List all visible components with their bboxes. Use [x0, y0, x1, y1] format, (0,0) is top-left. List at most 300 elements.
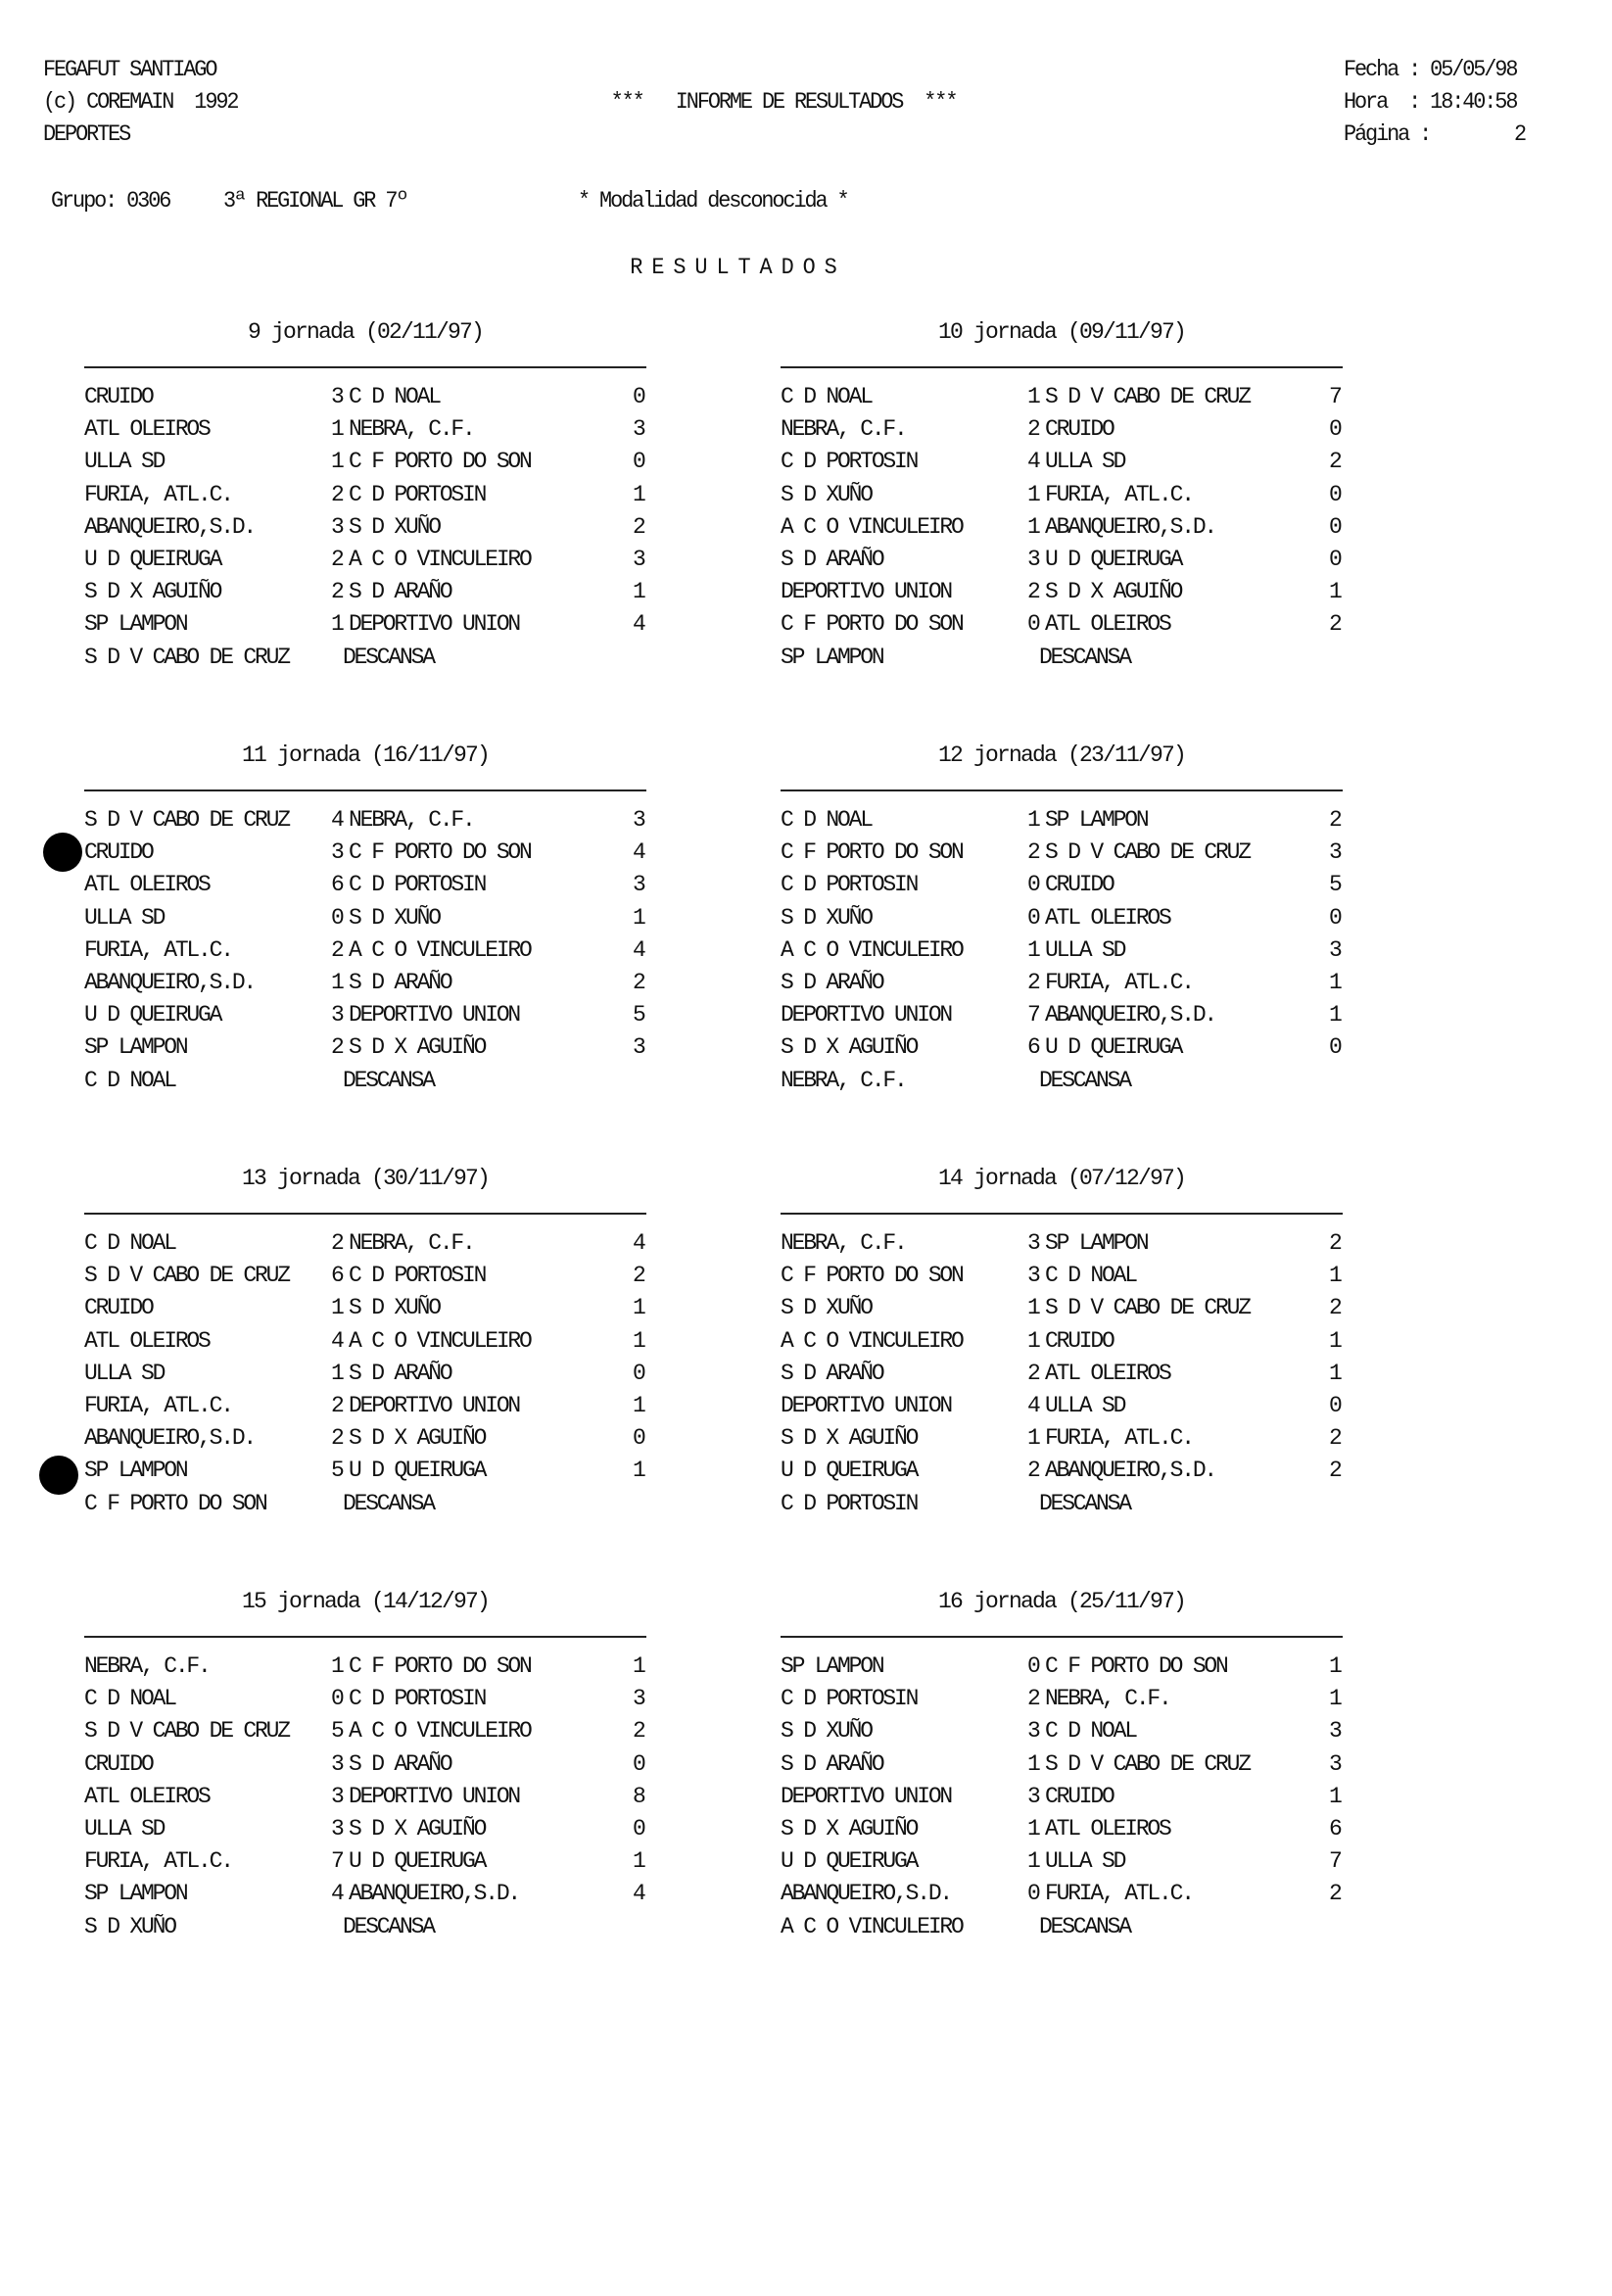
away-team: C D PORTOSIN [349, 872, 486, 898]
rest-label: DESCANSA [1039, 644, 1130, 670]
home-team: U D QUEIRUGA [781, 1458, 918, 1484]
binder-hole-top [43, 833, 82, 872]
resting-team: A C O VINCULEIRO [781, 1913, 963, 1939]
away-team: C D PORTOSIN [349, 1263, 486, 1289]
away-goals: 2 [633, 1718, 644, 1745]
home-goals: 6 [331, 872, 343, 898]
home-goals: 1 [1027, 1295, 1039, 1321]
away-team: NEBRA, C.F. [349, 1230, 474, 1256]
home-team: DEPORTIVO UNION [781, 579, 952, 605]
home-goals: 1 [1027, 1425, 1039, 1452]
home-team: U D QUEIRUGA [84, 547, 221, 572]
match-row [781, 1423, 1343, 1456]
away-goals: 2 [633, 1263, 644, 1289]
away-goals: 2 [1329, 1295, 1341, 1321]
home-team: ULLA SD [84, 904, 165, 931]
match-row [781, 577, 1343, 609]
home-team: ABANQUEIRO,S.D. [84, 1425, 256, 1452]
away-goals: 2 [1329, 1458, 1341, 1484]
home-team: ABANQUEIRO,S.D. [781, 1881, 952, 1907]
away-goals: 0 [633, 1816, 644, 1842]
jornada-rule [84, 366, 646, 368]
away-team: C F PORTO DO SON [1045, 1653, 1227, 1679]
home-goals: 1 [1027, 1750, 1039, 1777]
away-team: S D ARAÑO [349, 970, 451, 995]
away-goals: 1 [1329, 579, 1341, 605]
resting-team: NEBRA, C.F. [781, 1067, 906, 1093]
away-team: ATL OLEIROS [1045, 904, 1170, 931]
home-team: S D XUÑO [781, 1295, 872, 1321]
away-team: S D V CABO DE CRUZ [1045, 1750, 1250, 1777]
home-goals: 1 [331, 1360, 343, 1386]
away-goals: 6 [1329, 1816, 1341, 1842]
away-team: C D NOAL [1045, 1263, 1136, 1289]
away-goals: 1 [1329, 1686, 1341, 1712]
away-team: C D NOAL [349, 384, 440, 409]
away-goals: 0 [1329, 904, 1341, 931]
away-team: CRUIDO [1045, 416, 1114, 443]
away-goals: 4 [633, 936, 644, 963]
away-goals: 1 [1329, 1360, 1341, 1386]
home-goals: 4 [331, 807, 343, 833]
home-team: S D X AGUIÑO [781, 1816, 918, 1842]
match-row [781, 1261, 1343, 1293]
home-team: C D NOAL [781, 807, 872, 833]
match-row [781, 805, 1343, 837]
home-team: S D ARAÑO [781, 1360, 883, 1386]
jornada-block [781, 1164, 1343, 1536]
match-row [84, 1651, 646, 1684]
away-team: C D PORTOSIN [349, 1686, 486, 1712]
match-row [84, 512, 646, 545]
match-row [84, 1846, 646, 1879]
match-row [84, 1032, 646, 1065]
pagina-label: Página : [1344, 121, 1431, 147]
home-team: A C O VINCULEIRO [781, 513, 963, 540]
jornada-rule [781, 1636, 1343, 1638]
home-goals: 0 [331, 1686, 343, 1712]
away-goals: 3 [1329, 839, 1341, 866]
match-row [84, 447, 646, 479]
home-goals: 3 [1027, 1718, 1039, 1745]
match-row [781, 1814, 1343, 1846]
away-team: S D ARAÑO [349, 1750, 451, 1777]
home-team: DEPORTIVO UNION [781, 1002, 952, 1028]
away-goals: 3 [633, 547, 644, 572]
away-goals: 0 [1329, 416, 1341, 443]
away-team: SP LAMPON [1045, 1230, 1148, 1256]
away-goals: 2 [633, 513, 644, 540]
away-team: U D QUEIRUGA [349, 1848, 486, 1875]
home-goals: 0 [331, 904, 343, 931]
away-team: NEBRA, C.F. [349, 807, 474, 833]
away-goals: 0 [1329, 547, 1341, 572]
home-team: ABANQUEIRO,S.D. [84, 513, 256, 540]
away-team: DEPORTIVO UNION [349, 1783, 520, 1809]
home-goals: 2 [1027, 839, 1039, 866]
home-team: ULLA SD [84, 1816, 165, 1842]
match-row [781, 382, 1343, 414]
home-team: ABANQUEIRO,S.D. [84, 970, 256, 995]
away-goals: 3 [1329, 1718, 1341, 1745]
away-goals: 1 [1329, 1653, 1341, 1679]
away-team: ABANQUEIRO,S.D. [349, 1881, 520, 1907]
home-goals: 3 [331, 1816, 343, 1842]
away-team: C F PORTO DO SON [349, 1653, 531, 1679]
match-row [84, 870, 646, 902]
home-team: SP LAMPON [84, 611, 187, 638]
away-team: U D QUEIRUGA [1045, 547, 1182, 572]
home-goals: 2 [331, 1230, 343, 1256]
jornada-block [84, 1587, 646, 1959]
match-row [781, 1293, 1343, 1325]
home-team: C D PORTOSIN [781, 1686, 918, 1712]
rest-label: DESCANSA [343, 1067, 434, 1093]
rest-row [84, 1912, 646, 1944]
home-goals: 1 [331, 1653, 343, 1679]
match-row [781, 1000, 1343, 1032]
home-goals: 1 [1027, 1848, 1039, 1875]
match-row [781, 1879, 1343, 1911]
away-goals: 2 [1329, 449, 1341, 475]
match-row [781, 870, 1343, 902]
match-row [84, 1716, 646, 1748]
match-row [84, 1749, 646, 1782]
away-goals: 4 [633, 611, 644, 638]
away-team: DEPORTIVO UNION [349, 1002, 520, 1028]
away-team: ULLA SD [1045, 449, 1125, 475]
home-team: S D X AGUIÑO [781, 1034, 918, 1061]
rest-label: DESCANSA [1039, 1490, 1130, 1516]
home-team: U D QUEIRUGA [781, 1848, 918, 1875]
copyright: (c) COREMAIN 1992 [43, 89, 238, 115]
home-team: C D PORTOSIN [781, 872, 918, 898]
match-row [781, 480, 1343, 512]
match-row [84, 577, 646, 609]
home-team: A C O VINCULEIRO [781, 936, 963, 963]
away-goals: 4 [633, 839, 644, 866]
away-goals: 0 [633, 1425, 644, 1452]
jornada-rule [84, 789, 646, 791]
away-team: S D XUÑO [349, 1295, 440, 1321]
away-team: S D X AGUIÑO [1045, 579, 1182, 605]
match-row [781, 609, 1343, 642]
rest-row [84, 1066, 646, 1098]
match-row [781, 1782, 1343, 1814]
away-goals: 1 [633, 579, 644, 605]
home-team: S D ARAÑO [781, 1750, 883, 1777]
away-goals: 5 [633, 1002, 644, 1028]
away-goals: 3 [1329, 1750, 1341, 1777]
jornada-block [84, 1164, 646, 1536]
away-team: S D V CABO DE CRUZ [1045, 1295, 1250, 1321]
resting-team: C D PORTOSIN [781, 1490, 918, 1516]
home-goals: 2 [331, 1393, 343, 1418]
away-team: ULLA SD [1045, 1393, 1125, 1418]
match-row [781, 1456, 1343, 1488]
away-team: S D V CABO DE CRUZ [1045, 839, 1250, 866]
away-goals: 0 [1329, 1393, 1341, 1418]
away-goals: 2 [633, 970, 644, 995]
jornada-title: 13 jornada (30/11/97) [241, 1166, 490, 1191]
match-row [84, 1326, 646, 1359]
match-row [84, 1782, 646, 1814]
away-team: DEPORTIVO UNION [349, 611, 520, 638]
away-goals: 3 [633, 1686, 644, 1712]
modalidad: * Modalidad desconocida * [578, 188, 848, 214]
home-goals: 1 [1027, 807, 1039, 833]
rest-label: DESCANSA [343, 644, 434, 670]
away-team: S D ARAÑO [349, 1360, 451, 1386]
home-goals: 2 [1027, 1686, 1039, 1712]
away-team: A C O VINCULEIRO [349, 1327, 531, 1354]
away-team: C F PORTO DO SON [349, 449, 531, 475]
home-team: C D PORTOSIN [781, 449, 918, 475]
home-goals: 5 [331, 1458, 343, 1484]
away-team: C F PORTO DO SON [349, 839, 531, 866]
hora: Hora : 18:40:58 [1344, 89, 1517, 115]
away-team: CRUIDO [1045, 1327, 1114, 1354]
home-team: S D V CABO DE CRUZ [84, 1718, 289, 1745]
home-goals: 1 [1027, 936, 1039, 963]
match-row [781, 1391, 1343, 1423]
away-team: S D X AGUIÑO [349, 1816, 486, 1842]
home-team: FURIA, ATL.C. [84, 1393, 232, 1418]
home-team: CRUIDO [84, 384, 153, 409]
away-goals: 1 [1329, 1327, 1341, 1354]
jornada-title: 12 jornada (23/11/97) [937, 742, 1186, 768]
away-team: S D ARAÑO [349, 579, 451, 605]
away-goals: 0 [633, 1750, 644, 1777]
home-goals: 0 [1027, 904, 1039, 931]
home-goals: 3 [331, 1783, 343, 1809]
away-team: SP LAMPON [1045, 807, 1148, 833]
match-row [84, 480, 646, 512]
match-row [84, 968, 646, 1000]
away-goals: 4 [633, 1881, 644, 1907]
home-team: SP LAMPON [781, 1653, 883, 1679]
home-goals: 6 [1027, 1034, 1039, 1061]
match-row [781, 1716, 1343, 1748]
away-team: U D QUEIRUGA [349, 1458, 486, 1484]
home-team: C D NOAL [84, 1686, 175, 1712]
match-row [781, 935, 1343, 968]
away-team: NEBRA, C.F. [1045, 1686, 1170, 1712]
home-goals: 4 [1027, 1393, 1039, 1418]
binder-hole-bottom [39, 1456, 78, 1495]
resting-team: C F PORTO DO SON [84, 1490, 266, 1516]
home-team: U D QUEIRUGA [84, 1002, 221, 1028]
home-goals: 0 [1027, 872, 1039, 898]
rest-row [781, 1066, 1343, 1098]
home-team: C D NOAL [84, 1230, 175, 1256]
home-team: NEBRA, C.F. [781, 1230, 906, 1256]
away-goals: 1 [1329, 970, 1341, 995]
resting-team: S D XUÑO [84, 1913, 175, 1939]
home-goals: 2 [1027, 970, 1039, 995]
jornada-title: 14 jornada (07/12/97) [937, 1166, 1186, 1191]
away-team: ABANQUEIRO,S.D. [1045, 1458, 1216, 1484]
away-goals: 3 [633, 807, 644, 833]
away-goals: 1 [1329, 1002, 1341, 1028]
jornada-title: 15 jornada (14/12/97) [241, 1589, 490, 1614]
away-team: NEBRA, C.F. [349, 416, 474, 443]
rest-label: DESCANSA [343, 1490, 434, 1516]
home-goals: 2 [1027, 416, 1039, 443]
section-name: DEPORTES [43, 121, 130, 147]
away-team: A C O VINCULEIRO [349, 1718, 531, 1745]
home-goals: 1 [1027, 1816, 1039, 1842]
away-team: S D XUÑO [349, 904, 440, 931]
resting-team: C D NOAL [84, 1067, 175, 1093]
away-team: S D XUÑO [349, 513, 440, 540]
match-row [781, 1846, 1343, 1879]
home-team: ULLA SD [84, 449, 165, 475]
away-team: U D QUEIRUGA [1045, 1034, 1182, 1061]
home-team: S D V CABO DE CRUZ [84, 1263, 289, 1289]
match-row [84, 1879, 646, 1911]
home-goals: 3 [1027, 547, 1039, 572]
away-team: S D X AGUIÑO [349, 1034, 486, 1061]
home-team: S D ARAÑO [781, 547, 883, 572]
match-row [781, 1651, 1343, 1684]
home-goals: 1 [331, 449, 343, 475]
match-row [84, 1228, 646, 1261]
away-team: C D PORTOSIN [349, 481, 486, 507]
match-row [84, 1000, 646, 1032]
home-goals: 4 [331, 1327, 343, 1354]
match-row [84, 837, 646, 870]
away-goals: 3 [633, 1034, 644, 1061]
home-goals: 3 [1027, 1230, 1039, 1256]
match-row [781, 512, 1343, 545]
match-row [84, 1261, 646, 1293]
jornada-rule [781, 366, 1343, 368]
home-team: C D NOAL [781, 384, 872, 409]
group-code: Grupo: 0306 [51, 188, 170, 214]
match-row [781, 545, 1343, 577]
home-goals: 4 [331, 1881, 343, 1907]
match-row [781, 1326, 1343, 1359]
away-team: ABANQUEIRO,S.D. [1045, 1002, 1216, 1028]
away-goals: 1 [633, 1295, 644, 1321]
home-team: SP LAMPON [84, 1458, 187, 1484]
jornada-title: 9 jornada (02/11/97) [247, 319, 484, 345]
away-goals: 1 [633, 1848, 644, 1875]
home-team: DEPORTIVO UNION [781, 1783, 952, 1809]
away-goals: 0 [1329, 1034, 1341, 1061]
away-goals: 3 [1329, 936, 1341, 963]
match-row [84, 1423, 646, 1456]
away-goals: 2 [1329, 1230, 1341, 1256]
jornada-title: 16 jornada (25/11/97) [937, 1589, 1186, 1614]
home-goals: 3 [1027, 1263, 1039, 1289]
away-goals: 2 [1329, 1425, 1341, 1452]
match-row [84, 1456, 646, 1488]
jornada-rule [84, 1636, 646, 1638]
home-team: C F PORTO DO SON [781, 1263, 963, 1289]
away-team: ULLA SD [1045, 1848, 1125, 1875]
home-team: SP LAMPON [84, 1034, 187, 1061]
home-goals: 3 [331, 384, 343, 409]
match-row [84, 935, 646, 968]
away-team: DEPORTIVO UNION [349, 1393, 520, 1418]
rest-label: DESCANSA [343, 1913, 434, 1939]
away-team: ATL OLEIROS [1045, 611, 1170, 638]
home-team: S D X AGUIÑO [84, 579, 221, 605]
home-team: FURIA, ATL.C. [84, 1848, 232, 1875]
away-team: CRUIDO [1045, 872, 1114, 898]
home-team: ATL OLEIROS [84, 416, 210, 443]
home-goals: 2 [1027, 1360, 1039, 1386]
match-row [84, 545, 646, 577]
away-goals: 1 [1329, 1263, 1341, 1289]
jornada-rule [84, 1213, 646, 1215]
away-team: FURIA, ATL.C. [1045, 481, 1193, 507]
home-team: SP LAMPON [84, 1881, 187, 1907]
away-goals: 1 [633, 481, 644, 507]
home-goals: 1 [331, 611, 343, 638]
home-team: S D XUÑO [781, 1718, 872, 1745]
home-goals: 3 [331, 1002, 343, 1028]
away-goals: 0 [1329, 513, 1341, 540]
home-team: CRUIDO [84, 1750, 153, 1777]
away-team: C D NOAL [1045, 1718, 1136, 1745]
home-goals: 1 [331, 970, 343, 995]
away-goals: 5 [1329, 872, 1341, 898]
away-goals: 2 [1329, 807, 1341, 833]
home-goals: 1 [331, 416, 343, 443]
home-goals: 1 [1027, 1327, 1039, 1354]
match-row [84, 382, 646, 414]
home-team: NEBRA, C.F. [84, 1653, 210, 1679]
away-team: ULLA SD [1045, 936, 1125, 963]
home-team: FURIA, ATL.C. [84, 481, 232, 507]
away-team: ATL OLEIROS [1045, 1816, 1170, 1842]
home-team: ATL OLEIROS [84, 1327, 210, 1354]
home-goals: 2 [331, 481, 343, 507]
home-team: S D XUÑO [781, 904, 872, 931]
home-team: A C O VINCULEIRO [781, 1327, 963, 1354]
home-goals: 1 [1027, 513, 1039, 540]
jornada-title: 11 jornada (16/11/97) [241, 742, 490, 768]
home-goals: 7 [1027, 1002, 1039, 1028]
home-goals: 2 [331, 1034, 343, 1061]
home-goals: 2 [331, 936, 343, 963]
home-team: S D V CABO DE CRUZ [84, 807, 289, 833]
away-goals: 8 [633, 1783, 644, 1809]
match-row [84, 805, 646, 837]
home-team: ATL OLEIROS [84, 872, 210, 898]
home-team: C F PORTO DO SON [781, 611, 963, 638]
home-goals: 0 [1027, 1881, 1039, 1907]
home-goals: 2 [331, 579, 343, 605]
home-goals: 4 [1027, 449, 1039, 475]
rest-row [781, 1489, 1343, 1521]
away-team: A C O VINCULEIRO [349, 936, 531, 963]
jornada-block [781, 1587, 1343, 1959]
home-goals: 2 [1027, 1458, 1039, 1484]
home-team: CRUIDO [84, 839, 153, 866]
jornada-rule [781, 789, 1343, 791]
org-name: FEGAFUT SANTIAGO [43, 57, 216, 82]
home-goals: 2 [331, 547, 343, 572]
home-goals: 3 [331, 1750, 343, 1777]
match-row [781, 903, 1343, 935]
home-goals: 5 [331, 1718, 343, 1745]
match-row [781, 968, 1343, 1000]
away-goals: 1 [633, 1327, 644, 1354]
